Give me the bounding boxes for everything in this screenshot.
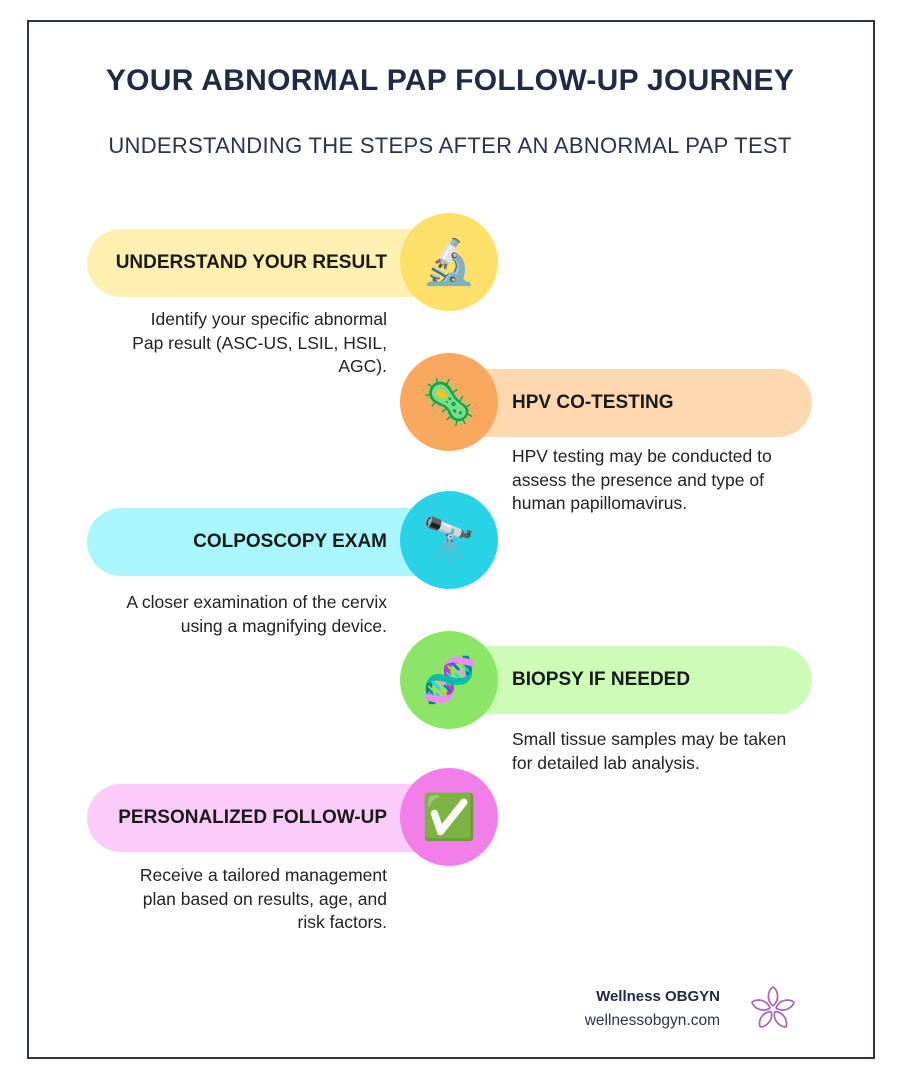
page-title: YOUR ABNORMAL PAP FOLLOW-UP JOURNEY bbox=[105, 64, 795, 97]
website-url: wellnessobgyn.com bbox=[584, 1012, 720, 1029]
step-label: PERSONALIZED FOLLOW-UP bbox=[118, 807, 387, 828]
step-icon-circle bbox=[400, 213, 498, 311]
step-description: Small tissue samples may be taken for detailed lab analysis. bbox=[512, 729, 787, 773]
brand-name: Wellness OBGYN bbox=[596, 988, 720, 1005]
flower-logo-icon bbox=[748, 984, 798, 1034]
microscope-icon: 🔬 bbox=[421, 238, 477, 287]
step-icon-circle bbox=[400, 768, 498, 866]
step-icon-circle bbox=[400, 491, 498, 589]
step-description: HPV testing may be conducted to assess the presence and type of human papillomavirus. bbox=[512, 446, 772, 513]
step-label: COLPOSCOPY EXAM bbox=[193, 531, 387, 552]
step-icon-circle bbox=[400, 353, 498, 451]
virus-icon: 🦠 bbox=[421, 378, 477, 427]
step-label: UNDERSTAND YOUR RESULT bbox=[115, 252, 387, 273]
page-subtitle: UNDERSTANDING THE STEPS AFTER AN ABNORMAL PAP TEST bbox=[108, 133, 792, 158]
step-description: A closer examination of the cervix using a magnifying device. bbox=[126, 592, 387, 636]
step-label: HPV CO-TESTING bbox=[512, 392, 674, 413]
step-label: BIOPSY IF NEEDED bbox=[512, 669, 691, 690]
check-mark-icon: ✅ bbox=[421, 793, 477, 842]
dna-icon: 🧬 bbox=[421, 656, 477, 705]
step-icon-circle bbox=[400, 631, 498, 729]
step-description: Identify your specific abnormal Pap result (ASC-US, LSIL, HSIL, AGC). bbox=[132, 309, 387, 376]
telescope-icon: 🔭 bbox=[421, 516, 477, 565]
step-description: Receive a tailored management plan based on results, age, and risk factors. bbox=[139, 865, 387, 932]
